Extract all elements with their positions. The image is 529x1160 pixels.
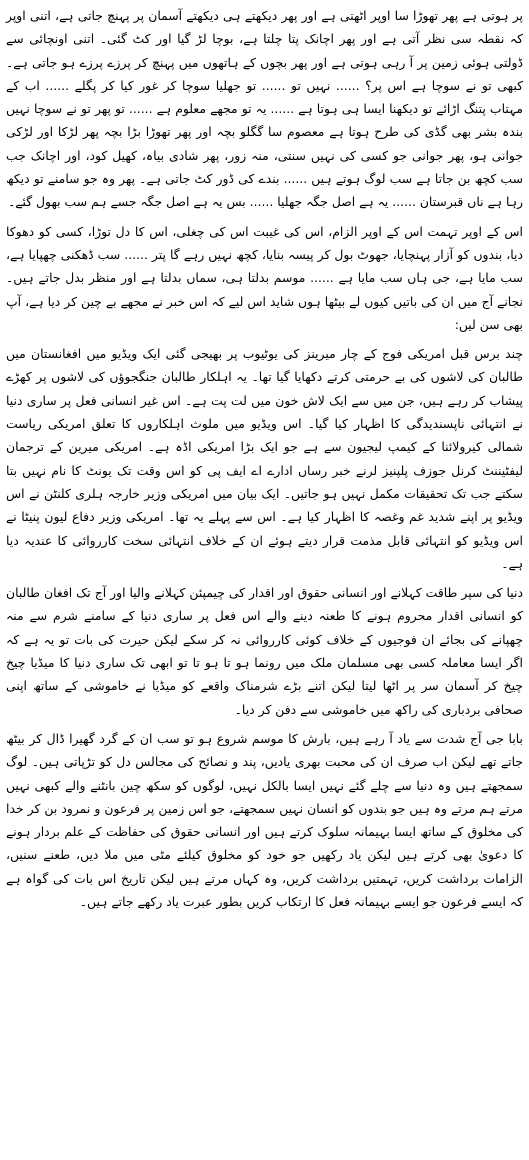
article-paragraph-5: بابا جی آج شدت سے یاد آ رہے ہیں، بارش کا موسم شروع ہو تو سب ان کے گرد گھیرا ڈال کر بیٹھ جاتے تھے لیکن اب صرف ان کی محبت بھری یادیں، پند و نصائح کی مجالس دل کو تڑپاتی ہیں۔ لوگ سمجھتے ہیں وہ دنیا سے چلے گئے نہیں ایسا بالکل نہیں، لوگوں کو سکھ چین بانٹنے والے کبھی نہیں مرتے ہم مرتے وہ ہیں جو بندوں کو انسان نہیں سمجھتے، جو اس زمین پر فرعون و نمرود بن کر خدا کی مخلوق کے ساتھ ایسا بہیمانہ سلوک کرتے ہیں اور انسانی حقوق کی حفاظت کے علم بردار ہونے کا دعویٰ بھی کرتے ہیں لیکن یاد رکھیں جو خود کو مخلوق کیلئے مٹی میں ملا دیں، طعنے سنیں، الزامات برداشت کریں، تہمتیں برداشت کریں، وہ کہاں مرتے ہیں لیکن تاریخ اس بات کی گواہ ہے کہ ایسے فرعون جو ایسے بہیمانہ فعل کا ارتکاب کریں بطور عبرت یاد رکھے جاتے ہیں۔ <box>6 730 523 909</box>
article-paragraph-2: اس کے اوپر تہمت اس کے اوپر الزام، اس کی غیبت اس کی چغلی، اس کا دل توڑا، کسی کو دھوکا دیا، بندوں کو آزار پہنچایا، جھوٹ بول کر پیسہ بنایا، کچھ نہیں رہے گا پتر ...... سب ڈھکنی چھپایا ہے، سب مایا ہے، جی ہاں سب مایا ہے ...... موسم بدلتا ہی، سماں بدلتا ہے اور منظر بدل جاتے ہیں۔ نجانے آج میں ان کی باتیں کیوں لے بیٹھا ہوں شاید اس لیے کہ اس خبر نے مجھے بے چین کر دیا ہے، آپ بھی سن لیں: <box>6 223 523 332</box>
article-paragraph-4: دنیا کی سپر طاقت کہلانے اور انسانی حقوق اور اقدار کی چیمپئن کہلانے والیا اور آج تک افغان طالبان کو انسانی اقدار محروم ہونے کا طعنہ دینے والے اس فعل پر ساری دنیا کے سامنے شرم سے منہ چھپانے کی بجائے ان فوجیوں کے خلاف کوئی کارروائی نہ کر سکے لیکن حیرت کی بات تو یہ ہے کہ اگر ایسا معاملہ کسی بھی مسلمان ملک میں رونما ہو تا ہو تا تو ابھی تک ساری دنیا کا میڈیا چیخ چیخ کر آسمان سر پر اٹھا لیتا لیکن اتنے بڑے شرمناک واقعے کو میڈیا نے خاموشی کے ساتھ اپنی صحافی بردباری کی راکھ میں خاموشی سے دفن کر دیا۔ <box>6 585 523 717</box>
article-paragraph-1: پر ہوتی ہے پھر تھوڑا سا اوپر اٹھتی ہے اور پھر دیکھتے ہی دیکھتے آسمان پر پہنچ جاتی ہے، اتنی اوپر کہ نقطہ سی نظر آتی ہے اور پھر اچانک پتا چلتا ہے، بوچا لڑ گیا اور کٹ گئی۔ اتنی اونچائی سے ڈولتی ہوئی زمین پر آ رہی ہوتی ہے اور پھر بچوں کے ہاتھوں میں پہنچ کر پرزے پرزے ہو جاتی ہے۔ کبھی تو نے سوچا ہے اس پر؟ ...... نہیں تو ...... تو جھلیا سوچا کر غور کیا کر پگلے ...... اب کے مہتاب پتنگ اڑائے تو دیکھنا ایسا ہی ہوتا ہے ...... یہ تو مجھے معلوم ہے ...... تو پھر تو نے سوچا نہیں بندہ بشر بھی گڈی کی طرح ہوتا ہے معصوم سا گگلو بچہ اور پھر تھوڑا بڑا بچہ پھر لڑکا اور لڑکی جوانی ہو، پھر جوانی جو کسی کی نہیں سنتی، منہ زور، پھر شادی بیاہ، کھیل کود، اور اچانک جب سب کچھ بن جاتا ہے سب لوگ ہوتے ہیں ...... بندے کی ڈور کٹ جاتی ہے۔ پھر وہ جو سامنے تو دیکھ رہا ہے ناں قبرستان ...... یہ ہے اصل جگہ جھلیا ...... بس یہ ہے اصل جگہ جسے ہم سب بھول گئے۔ <box>6 8 523 210</box>
article-paragraph-3: چند برس قبل امریکی فوج کے چار میرینز کی یوٹیوب پر بھیجی گئی ایک ویڈیو میں افغانستان میں طالبان کی لاشوں کی بے حرمتی کرتے دکھایا گیا تھا۔ یہ اہلکار طالبان جنگجوؤں کی لاشوں پر کھڑے پیشاب کر رہے ہیں، جن میں سے ایک لاش خون میں لت پت ہے۔ اس غیر انسانی فعل پر ساری دنیا نے انتہائی ناپسندیدگی کا اظہار کیا گیا۔ اس ویڈیو میں ملوث اہلکاروں کا تعلق امریکی ریاست شمالی کیرولائنا کے کیمپ لیجیون سے ہے جو ایک بڑا امریکی اڈہ ہے۔ امریکی میرین کے ترجمان لیفٹیننٹ کرنل جوزف پلپنیز لرنے خبر رساں ادارے اے ایف پی کو اس وقت تک یونٹ کا نام نہیں بتا سکتے جب تک تحقیقات مکمل نہیں ہو جاتیں۔ ایک بیان میں امریکی وزیر خارجہ ہلری کلنٹن نے اس ویڈیو پر اپنے شدید غم وغصہ کا اظہار کیا ہے۔ اس سے پہلے یہ تھا۔ امریکی وزیر دفاع لیون پنیٹا نے اس ویڈیو کو انتہائی قابل مذمت قرار دیتے ہوئے ان کے خلاف انتہائی سخت کارروائی کا عندیہ دیا ہے۔ <box>6 346 523 571</box>
